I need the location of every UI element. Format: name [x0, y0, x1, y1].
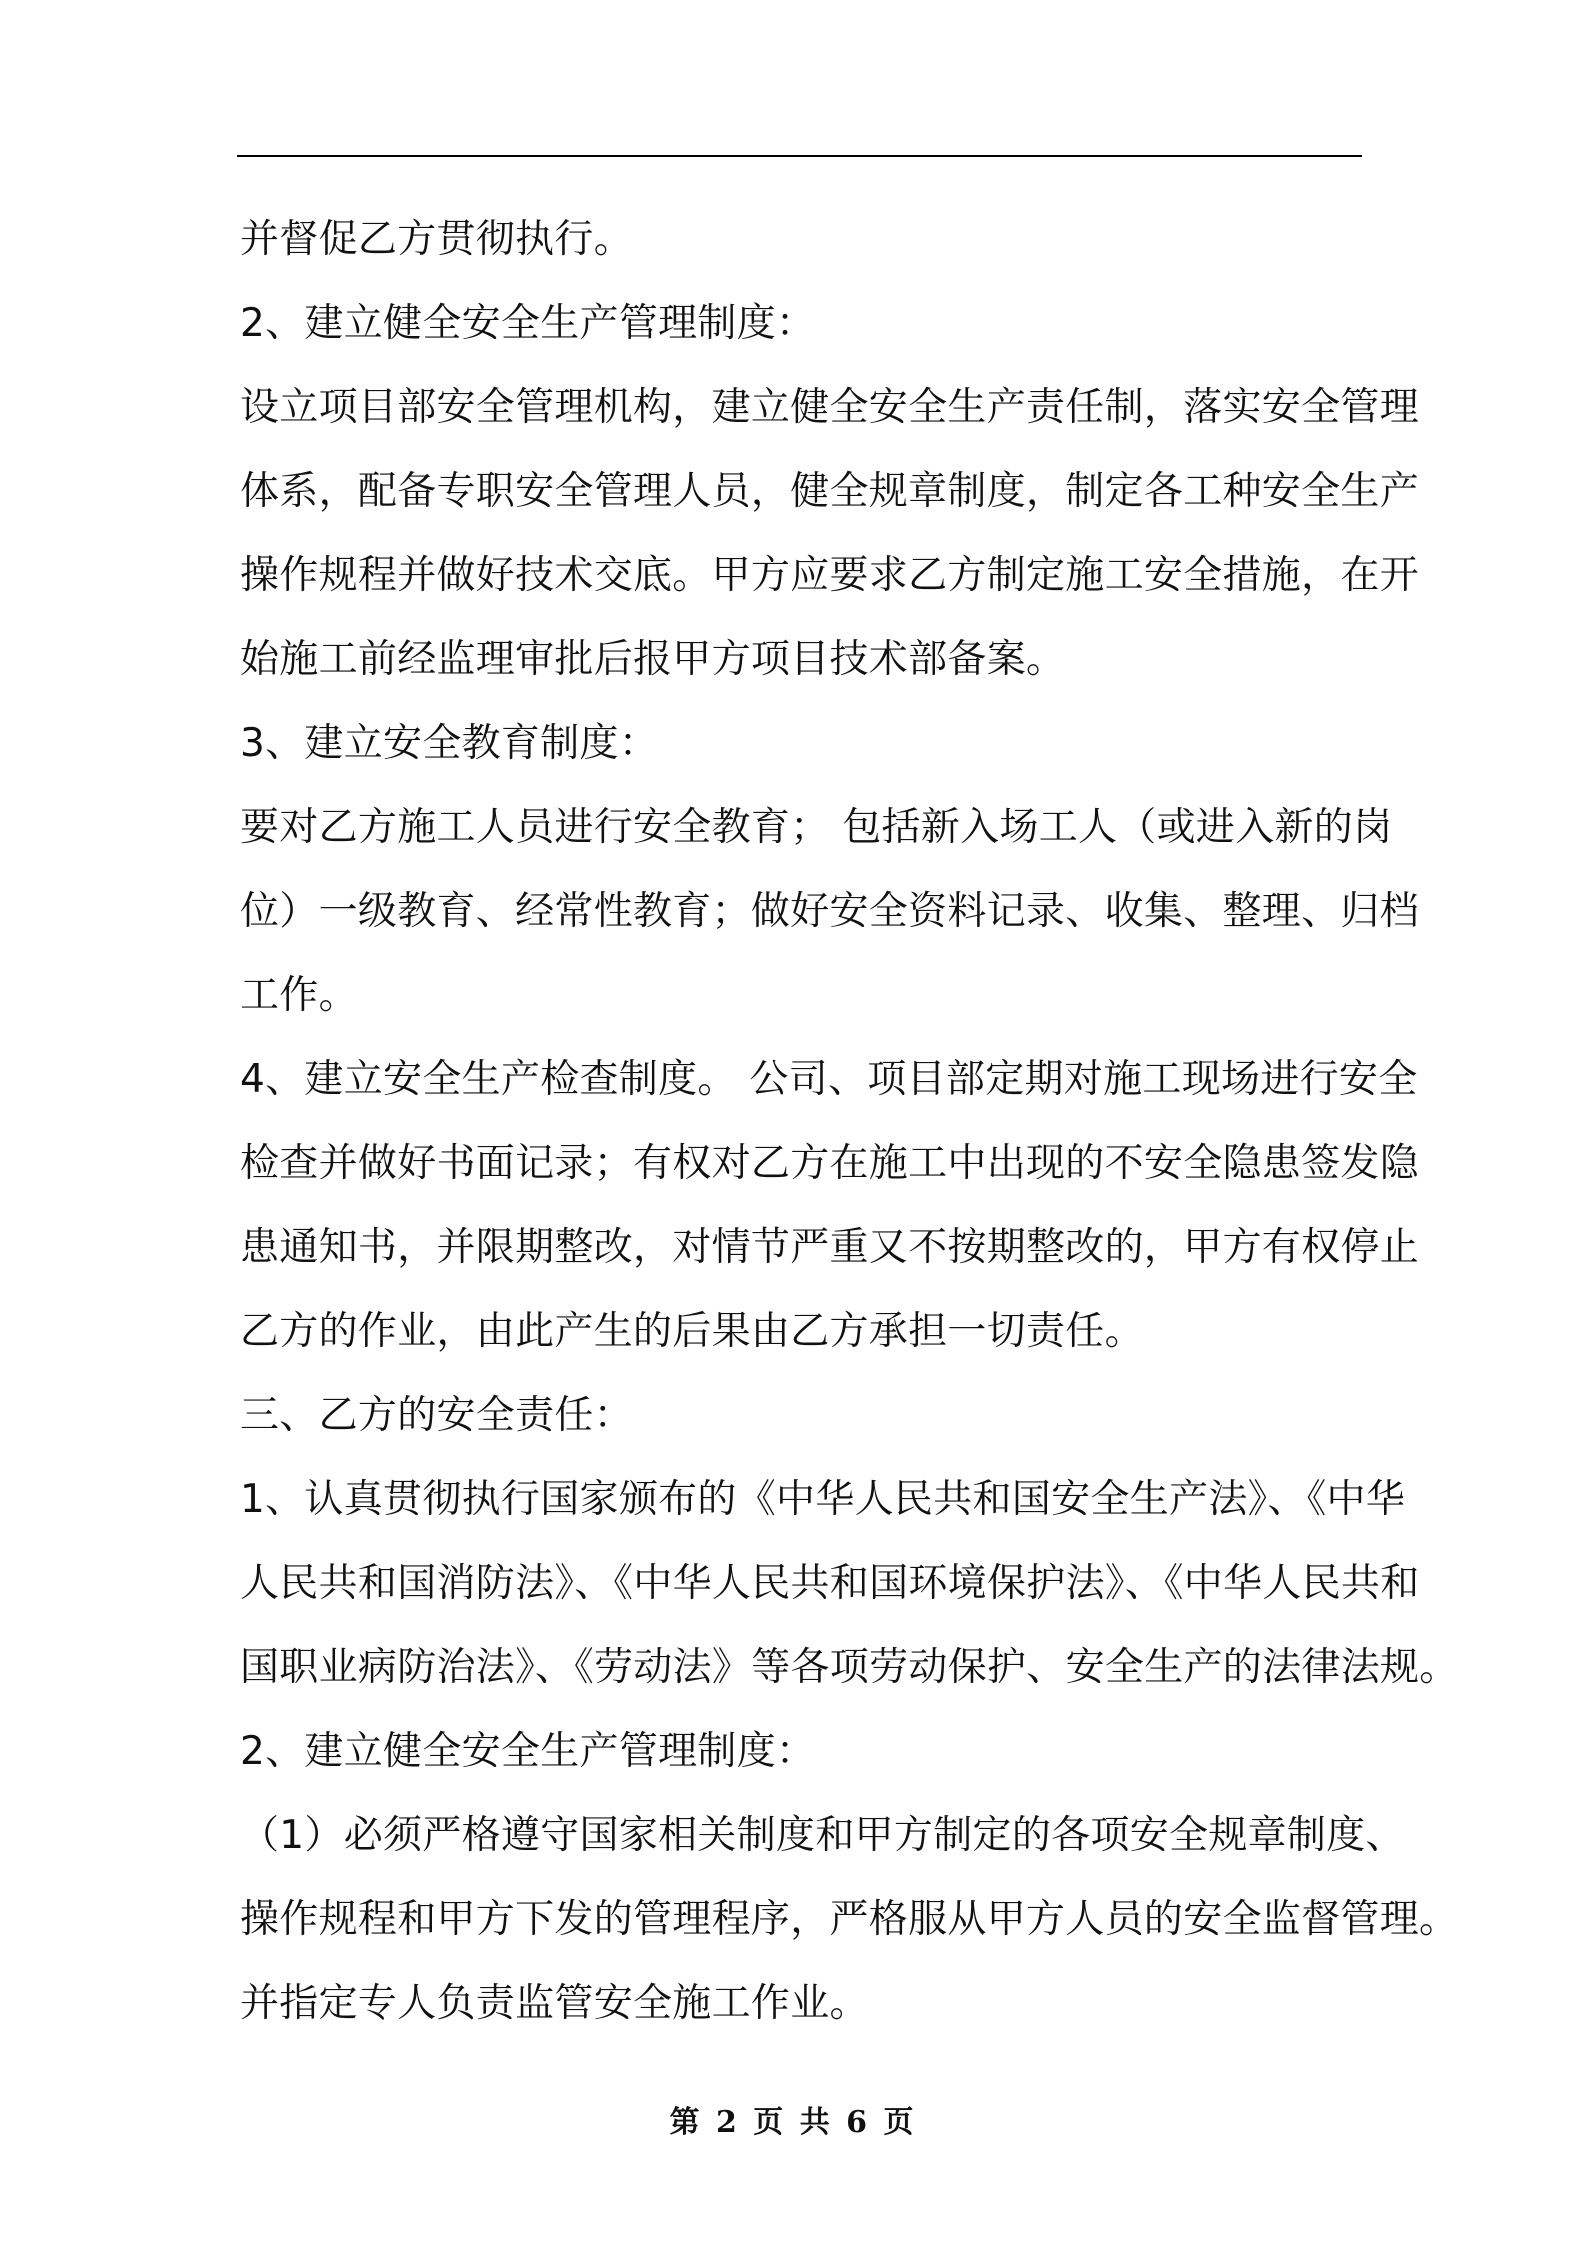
text-line: 设立项目部安全管理机构，建立健全安全生产责任制，落实安全管理: [240, 385, 1420, 430]
text-line: 乙方的作业，由此产生的后果由乙方承担一切责任。: [240, 1309, 1144, 1354]
document-body: [240, 198, 1459, 2046]
text-line: 并督促乙方贯彻执行。: [240, 217, 634, 262]
text-line: 国职业病防治法》、《劳动法》等各项劳动保护、安全生产的法律法规。: [240, 1645, 1459, 1690]
text-line: 患通知书，并限期整改，对情节严重又不按期整改的，甲方有权停止: [240, 1225, 1420, 1270]
text-line: 位）一级教育、经常性教育；做好安全资料记录、收集、整理、归档: [240, 889, 1420, 934]
section-heading: 三、乙方的安全责任：: [240, 1393, 634, 1438]
section-heading: 4、建立安全生产检查制度。 公司、项目部定期对施工现场进行安全: [240, 1057, 1418, 1102]
text-line: 始施工前经监理审批后报甲方项目技术部备案。: [240, 637, 1066, 682]
section-heading: 2、建立健全安全生产管理制度：: [240, 301, 816, 346]
text-line: 体系，配备专职安全管理人员，健全规章制度，制定各工种安全生产: [240, 469, 1420, 514]
text-line: 1、认真贯彻执行国家颁布的《中华人民共和国安全生产法》、《中华: [240, 1477, 1406, 1522]
text-line: 要对乙方施工人员进行安全教育； 包括新入场工人（或进入新的岗: [240, 805, 1393, 850]
text-line: 工作。: [240, 973, 358, 1018]
text-line: 人民共和国消防法》、《中华人民共和国环境保护法》、《中华人民共和: [240, 1561, 1420, 1606]
text-line: 并指定专人负责监管安全施工作业。: [240, 1981, 869, 2026]
text-line: 操作规程和甲方下发的管理程序，严格服从甲方人员的安全监督管理。: [240, 1897, 1459, 1942]
section-heading: 2、建立健全安全生产管理制度：: [240, 1729, 816, 1774]
header-rule: [237, 155, 1362, 157]
section-heading: 3、建立安全教育制度：: [240, 721, 659, 766]
text-line: （1）必须严格遵守国家相关制度和甲方制定的各项安全规章制度、: [240, 1813, 1405, 1858]
page-number-footer: 第 2 页 共 6 页: [669, 2105, 917, 2140]
text-line: 检查并做好书面记录；有权对乙方在施工中出现的不安全隐患签发隐: [240, 1141, 1420, 1186]
text-line: 操作规程并做好技术交底。甲方应要求乙方制定施工安全措施，在开: [240, 553, 1420, 598]
